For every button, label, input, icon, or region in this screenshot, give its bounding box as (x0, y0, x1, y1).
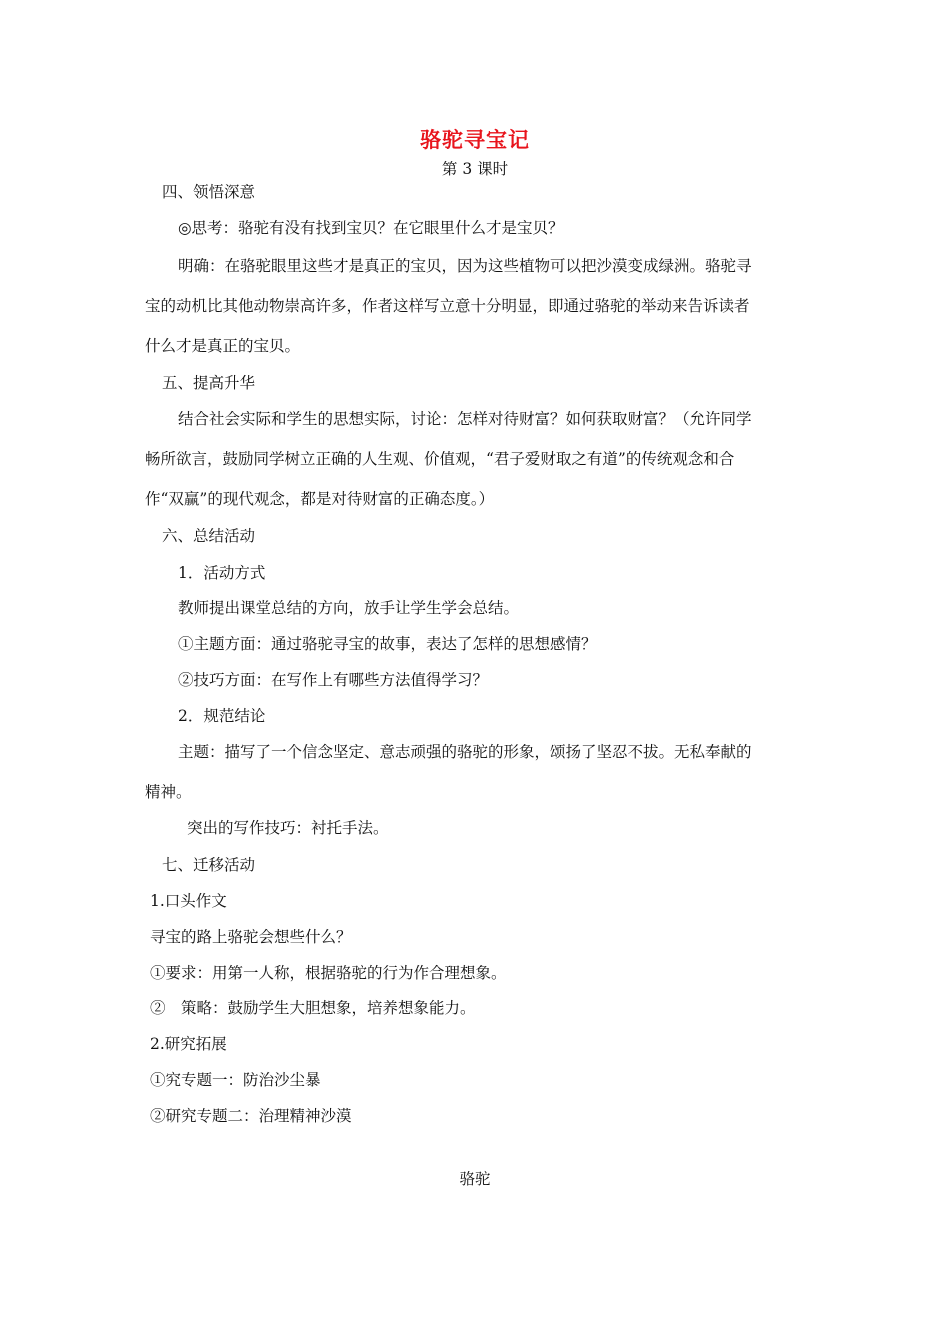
section-heading-5: 五、提高升华 (162, 374, 256, 392)
writing-technique: 突出的写作技巧：衬托手法。 (187, 819, 389, 837)
research-heading: 2.研究拓展 (150, 1035, 227, 1053)
footer-heading: 骆驼 (459, 1170, 491, 1188)
discussion-line-2: 畅所欲言，鼓励同学树立正确的人生观、价值观，“君子爱财取之有道”的传统观念和合 (145, 450, 735, 468)
activity-method-heading: 1．活动方式 (178, 564, 266, 582)
activity-point-theme: ①主题方面：通过骆驼寻宝的故事，表达了怎样的思想感情？ (178, 635, 597, 653)
answer-line-3: 什么才是真正的宝贝。 (145, 337, 301, 355)
answer-line-2: 宝的动机比其他动物崇高许多，作者这样写立意十分明显，即通过骆驼的举动来告诉读者 (145, 297, 750, 315)
discussion-line-1: 结合社会实际和学生的思想实际，讨论：怎样对待财富？如何获取财富？（允许同学 (178, 410, 752, 428)
activity-point-technique: ②技巧方面：在写作上有哪些方法值得学习？ (178, 671, 489, 689)
section-heading-7: 七、迁移活动 (162, 856, 256, 874)
discussion-line-3: 作“双赢”的现代观念，都是对待财富的正确态度。） (145, 490, 495, 508)
section-heading-6: 六、总结活动 (162, 527, 256, 545)
document-subtitle: 第 3 课时 (441, 160, 509, 178)
conclusion-heading: 2．规范结论 (178, 707, 266, 725)
research-topic-2: ②研究专题二：治理精神沙漠 (150, 1107, 352, 1125)
research-topic-1: ①究专题一：防治沙尘暴 (150, 1071, 321, 1089)
answer-line-1: 明确：在骆驼眼里这些才是真正的宝贝，因为这些植物可以把沙漠变成绿洲。骆驼寻 (178, 257, 752, 275)
oral-strategy: ② 策略：鼓励学生大胆想象，培养想象能力。 (150, 999, 476, 1017)
think-question: ◎思考：骆驼有没有找到宝贝？在它眼里什么才是宝贝？ (178, 219, 564, 237)
oral-composition-text: 寻宝的路上骆驼会想些什么？ (150, 928, 352, 946)
oral-composition-heading: 1.口头作文 (150, 892, 227, 910)
document-title: 骆驼寻宝记 (420, 127, 530, 152)
activity-method-text: 教师提出课堂总结的方向，放手让学生学会总结。 (178, 599, 520, 617)
theme-line-1: 主题：描写了一个信念坚定、意志顽强的骆驼的形象，颂扬了坚忍不拔。无私奉献的 (178, 743, 752, 761)
oral-requirement: ①要求：用第一人称，根据骆驼的行为作合理想象。 (150, 964, 507, 982)
theme-line-2: 精神。 (145, 783, 192, 801)
section-heading-4: 四、领悟深意 (162, 183, 256, 201)
